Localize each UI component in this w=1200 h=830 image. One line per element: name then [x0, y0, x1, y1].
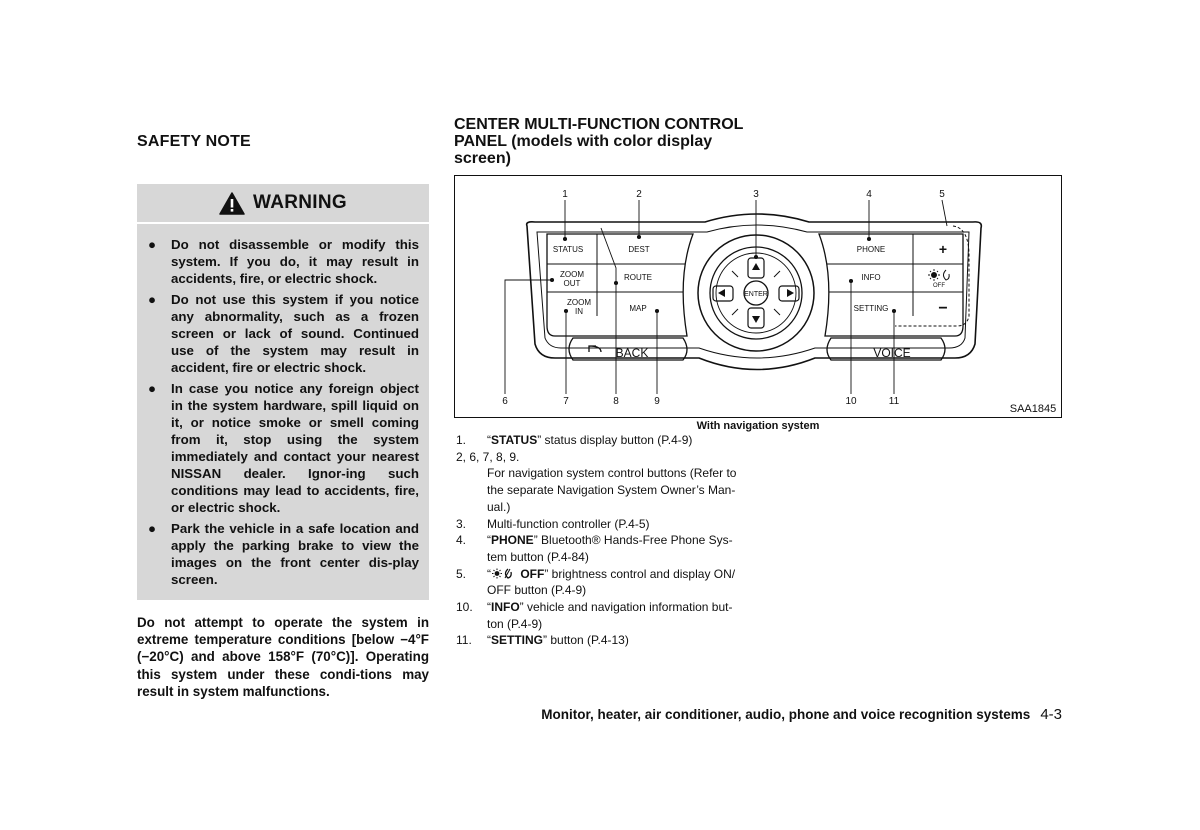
figure-code: SAA1845: [1009, 403, 1057, 415]
warning-header: [137, 184, 429, 224]
list-item: 3. Multi-function controller (P.4-5): [456, 516, 650, 531]
leader-dot: [637, 235, 640, 238]
voice-button-label: VOICE: [873, 346, 911, 360]
callout-number: 5: [939, 189, 945, 200]
control-panel-heading: CENTER MULTI-FUNCTION CONTROL PANEL (models with color display screen): [454, 116, 744, 167]
callout-number: 9: [654, 396, 660, 407]
zoom-out-button-label: ZOOM: [560, 270, 584, 279]
route-button-label: ROUTE: [624, 273, 652, 282]
leader-dot: [655, 309, 658, 312]
down-arrow-icon: [752, 316, 760, 323]
leader-line: [505, 280, 551, 394]
minus-button-label: −: [938, 300, 948, 317]
footer-section-title: Monitor, heater, air conditioner, audio, phone and voice recognition systems: [541, 707, 1031, 722]
setting-button-label: SETTING: [853, 304, 889, 313]
moon-icon: [944, 270, 950, 280]
map-button-label: MAP: [629, 304, 647, 313]
back-arrow-icon: [589, 346, 601, 352]
right-arrow-icon: [787, 289, 794, 297]
enter-button-label: ENTER: [744, 291, 768, 298]
leader-dot: [614, 281, 617, 284]
left-arrow-icon: [718, 289, 725, 297]
warning-bullet: ● Do not use this system if you notice any abnormality, such as a frozen screen or lack of sound. Continued use of the system may result in accident, fire or electric shock.: [148, 292, 419, 375]
info-button-label: INFO: [861, 273, 881, 282]
leader-dot: [564, 309, 567, 312]
list-item: 2, 6, 7, 8, 9.: [456, 449, 520, 464]
callout-number: 4: [866, 189, 872, 200]
controller-tick: [774, 271, 780, 277]
list-item: 4. “PHONE” Bluetooth® Hands-Free Phone Sys-tem button (P.4-84): [456, 533, 733, 564]
list-item: 11. “SETTING” button (P.4-13): [456, 633, 629, 648]
page-footer: [541, 706, 1062, 723]
callout-number: 6: [502, 396, 508, 407]
callout-number: 3: [753, 189, 759, 200]
back-button-label: BACK: [615, 346, 649, 360]
status-button-label: STATUS: [552, 245, 584, 254]
controller-tick: [732, 309, 738, 315]
page-number: 4-3: [1040, 706, 1062, 723]
callout-number: 10: [845, 396, 857, 407]
warning-box: [137, 184, 429, 600]
dest-button-label: DEST: [628, 245, 650, 254]
off-button-label: OFF: [933, 283, 945, 289]
warning-list: [137, 236, 429, 592]
callout-number: 1: [562, 189, 568, 200]
warning-bullet: ● Do not disassemble or modify this system. If you do, it may result in accidents, fire, or electric shock.: [148, 237, 419, 286]
callout-number: 7: [563, 396, 569, 407]
control-panel-figure: [454, 175, 1062, 418]
leader-dot: [892, 309, 895, 312]
warning-bullet: ● Park the vehicle in a safe location and apply the parking brake to view the images on the front center dis-play screen.: [148, 521, 419, 587]
plus-button-label: +: [938, 241, 948, 257]
warning-triangle-icon: [219, 192, 245, 215]
phone-button-label: PHONE: [856, 245, 886, 254]
zoom-in-button-label: IN: [575, 307, 583, 316]
leader-dot: [563, 237, 566, 240]
callout-number: 2: [636, 189, 642, 200]
leader-dot: [867, 237, 870, 240]
up-arrow-icon: [752, 263, 760, 270]
warning-title: WARNING: [253, 192, 347, 213]
list-item: 10. “INFO” vehicle and navigation information but-ton (P.4-9): [456, 600, 733, 631]
list-item: 1. “STATUS” status display button (P.4-9): [456, 433, 693, 447]
list-item: 5. “ OFF” brightness control and display ON/ OFF button (P.4-9): [456, 566, 736, 598]
list-item: For navigation system control buttons (Refer to the separate Navigation System Owner’s Man-ual.): [487, 466, 737, 514]
leader-line: [601, 228, 616, 394]
controller-tick: [732, 271, 738, 277]
zoom-out-button-label: OUT: [563, 279, 581, 288]
warning-bullet: ● In case you notice any foreign object in the system hardware, spill liquid on it, or notice smoke or smell coming from it, stop using the system immediately and contact your nearest NISSAN dealer. Ignor-ing such conditions may lead to accidents, fire, or electric shock.: [148, 381, 419, 515]
figure-caption: With navigation system: [696, 420, 820, 432]
leader-dot: [849, 279, 852, 282]
temperature-note: Do not attempt to operate the system in extreme temperature conditions [below −4°F (−20°C) and above 158°F (70°C)]. Operating this system under these condi-tions may result in system malfunctions.: [137, 615, 429, 699]
safety-note-heading: SAFETY NOTE: [137, 133, 251, 150]
controller-tick: [774, 309, 780, 315]
brightness-sun-moon-icon: [491, 568, 517, 579]
leader-dot: [754, 255, 757, 258]
callout-list: [456, 432, 748, 649]
control-panel-diagram: [455, 176, 1060, 416]
leader-dot: [550, 278, 553, 281]
leader-lines: [505, 200, 947, 394]
callout-number: 11: [888, 396, 900, 407]
zoom-in-button-label: ZOOM: [567, 298, 591, 307]
brightness-sun-icon: [928, 269, 940, 281]
callout-number: 8: [613, 396, 619, 407]
